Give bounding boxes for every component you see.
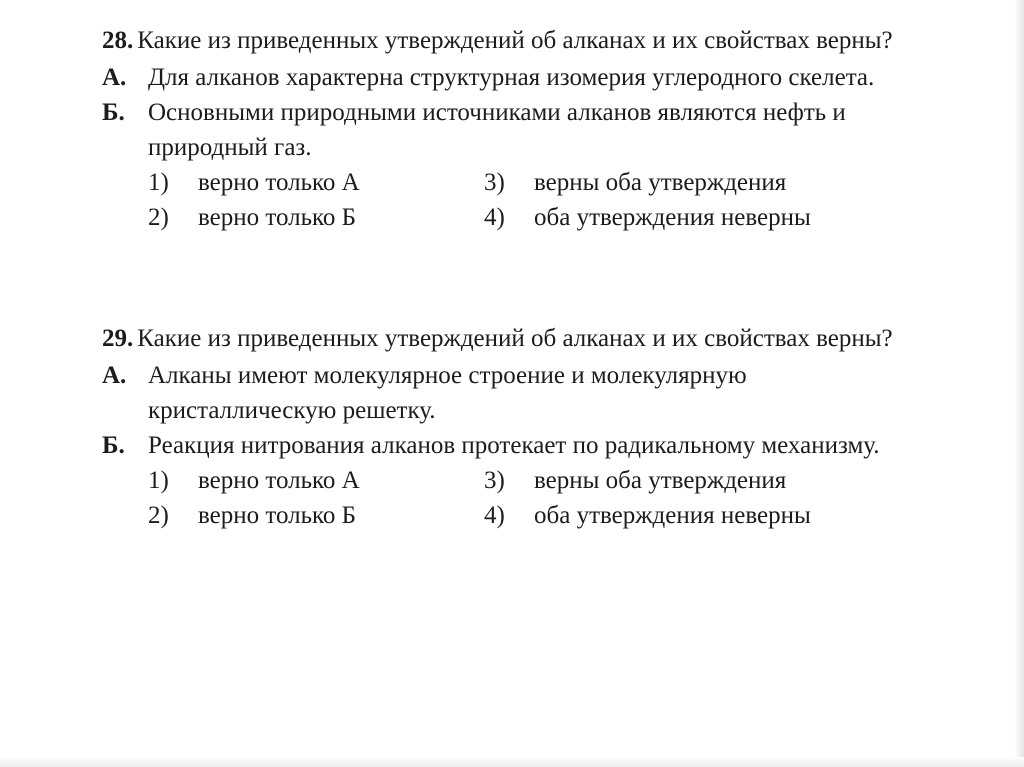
answer-number: 2) [148, 502, 169, 529]
answer-number: 4) [484, 204, 505, 231]
question-28 [102, 24, 932, 235]
statement-b [102, 95, 932, 165]
statement-b [102, 428, 932, 463]
statement-letter: Б. [102, 99, 125, 126]
answer-number: 3) [484, 169, 505, 196]
statement-letter: А. [102, 64, 127, 91]
answer-text: верны оба утверждения [534, 467, 787, 494]
answer-option-4 [484, 200, 884, 235]
statement-text: Алканы имеют молекулярное строение и молекулярную кристаллическую решетку. [148, 362, 747, 424]
answer-option-1 [148, 463, 484, 498]
question-29 [102, 322, 932, 533]
answer-number: 2) [148, 204, 169, 231]
answer-number: 3) [484, 467, 505, 494]
answer-number: 4) [484, 502, 505, 529]
question-number: 28. [102, 27, 134, 54]
answer-option-4 [484, 498, 884, 533]
statement-letter: Б. [102, 432, 125, 459]
answer-text: оба утверждения неверны [534, 204, 811, 231]
answer-options [102, 463, 932, 533]
answer-option-2 [148, 200, 484, 235]
answer-option-3 [484, 463, 884, 498]
answer-option-1 [148, 165, 484, 200]
statement-text: Реакция нитрования алканов протекает по радикальному механизму. [148, 432, 880, 459]
statement-a [102, 358, 932, 428]
answer-text: оба утверждения неверны [534, 502, 811, 529]
question-text: Какие из приведенных утверждений об алканах и их свойствах верны? [137, 325, 893, 352]
statement-letter: А. [102, 362, 127, 389]
question-number: 29. [102, 325, 134, 352]
answer-option-3 [484, 165, 884, 200]
answer-text: верно только А [198, 169, 360, 196]
answer-number: 1) [148, 169, 169, 196]
answer-text: верно только Б [198, 502, 357, 529]
page-edge-shadow [0, 757, 1024, 767]
question-stem [102, 322, 932, 356]
answer-option-2 [148, 498, 484, 533]
page-edge-shadow [1014, 0, 1024, 767]
answer-text: верны оба утверждения [534, 169, 787, 196]
statement-a [102, 60, 932, 95]
statement-text: Для алканов характерна структурная изомерия углеродного скелета. [148, 64, 875, 91]
statement-text: Основными природными источниками алканов являются нефть и природный газ. [148, 99, 846, 161]
answer-options [102, 165, 932, 235]
answer-text: верно только Б [198, 204, 357, 231]
question-text: Какие из приведенных утверждений об алканах и их свойствах верны? [137, 27, 893, 54]
answer-text: верно только А [198, 467, 360, 494]
question-stem [102, 24, 932, 58]
answer-number: 1) [148, 467, 169, 494]
